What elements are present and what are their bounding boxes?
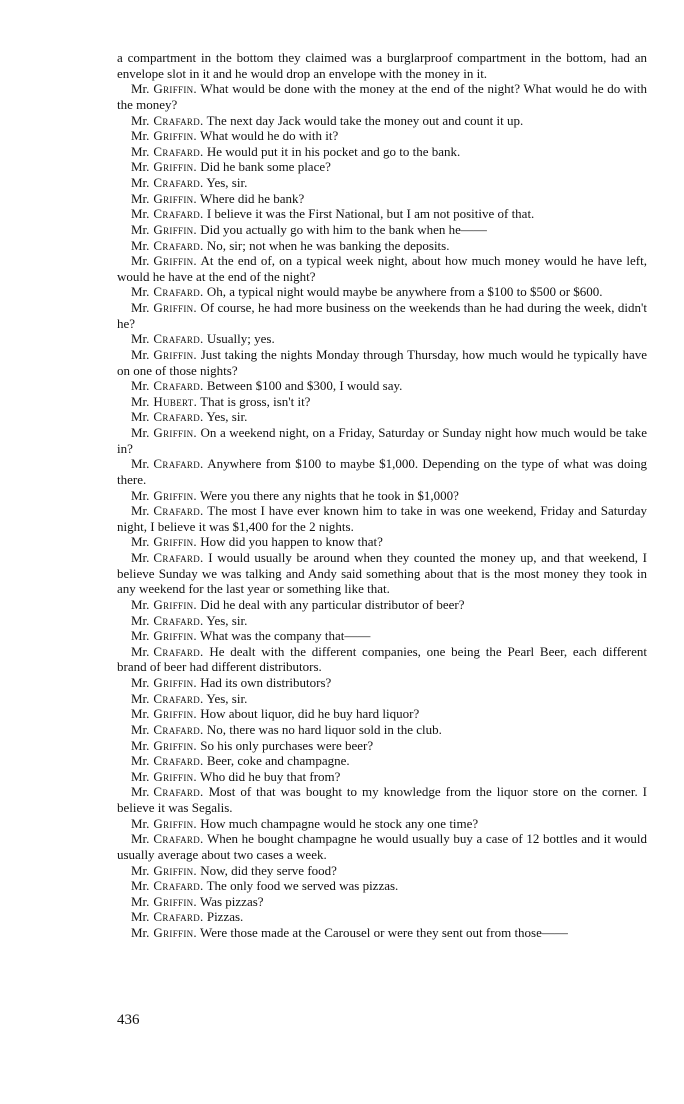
- speaker-title: Mr.: [131, 143, 150, 159]
- testimony-entry: [117, 488, 647, 504]
- testimony-entry: [117, 909, 647, 925]
- speaker-title: Mr.: [131, 831, 150, 847]
- speaker-title: Mr.: [131, 690, 150, 706]
- speaker-name: Crafard.: [153, 456, 204, 472]
- testimony-entry: [117, 831, 647, 862]
- speaker-name: Crafard.: [153, 284, 204, 300]
- speaker-name: Griffin.: [153, 159, 197, 175]
- testimony-entry: [117, 238, 647, 254]
- speaker-name: Griffin.: [153, 737, 197, 753]
- speaker-name: Crafard.: [153, 831, 204, 847]
- speaker-title: Mr.: [131, 893, 150, 909]
- testimony-entry: [117, 394, 647, 410]
- testimony-text: On a weekend night, on a Friday, Saturday or Sunday night how much would be take in?: [117, 425, 648, 456]
- testimony-text: Usually; yes.: [206, 331, 275, 347]
- testimony-text: Beer, coke and champagne.: [206, 753, 350, 769]
- testimony-entry: [117, 425, 647, 456]
- testimony-text: Yes, sir.: [206, 175, 248, 190]
- speaker-title: Mr.: [131, 675, 150, 690]
- testimony-text: The only food we served was pizzas.: [206, 878, 399, 894]
- speaker-title: Mr.: [131, 612, 150, 628]
- speaker-name: Crafard.: [153, 643, 204, 659]
- speaker-name: Crafard.: [153, 237, 204, 253]
- speaker-title: Mr.: [131, 909, 150, 925]
- testimony-text: Who did he buy that from?: [199, 768, 341, 784]
- testimony-entry: [117, 613, 647, 629]
- speaker-title: Mr.: [131, 784, 150, 800]
- speaker-title: Mr.: [131, 331, 150, 347]
- testimony-entry: [117, 113, 647, 129]
- testimony-text: Of course, he had more business on the weekends than he had during the week, didn't he?: [117, 300, 647, 331]
- speaker-title: Mr.: [131, 628, 150, 644]
- testimony-text: Anywhere from $100 to maybe $1,000. Depending on the type of what was doing there.: [117, 456, 647, 487]
- speaker-name: Griffin.: [153, 346, 197, 362]
- speaker-name: Griffin.: [153, 81, 197, 97]
- testimony-entry: [117, 175, 647, 191]
- testimony-entry: [117, 456, 647, 487]
- speaker-name: Crafard.: [153, 331, 204, 347]
- testimony-text: Just taking the nights Monday through Thursday, how much would he typically have on one of those nights?: [117, 346, 647, 378]
- speaker-name: Griffin.: [153, 596, 197, 612]
- testimony-entry: [117, 409, 647, 425]
- speaker-title: Mr.: [131, 815, 150, 831]
- testimony-entry: [117, 347, 647, 378]
- testimony-text: That is gross, isn't it?: [200, 393, 311, 409]
- testimony-entry: [117, 550, 647, 597]
- speaker-title: Mr.: [131, 128, 150, 144]
- testimony-text: He would put it in his pocket and go to the bank.: [206, 143, 461, 159]
- speaker-title: Mr.: [131, 112, 150, 128]
- speaker-name: Crafard.: [153, 721, 204, 737]
- testimony-text: I would usually be around when they counted the money up, and that weekend, I believe Sunday we was talking and Andy said something about that is the most money they took in any weekend for the last year or something like that.: [117, 550, 648, 597]
- testimony-text: Had its own distributors?: [200, 675, 332, 690]
- testimony-text: Did you actually go with him to the bank when he——: [200, 221, 487, 237]
- speaker-title: Mr.: [131, 425, 150, 440]
- opening-paragraph: a compartment in the bottom they claimed was a burglarproof compartment in the bottom, had an envelope slot in it and he would drop an envelope with the money in it.: [117, 50, 647, 81]
- testimony-text: Were those made at the Carousel or were they sent out from those——: [199, 925, 568, 940]
- speaker-name: Griffin.: [153, 628, 197, 644]
- speaker-name: Crafard.: [153, 378, 204, 394]
- speaker-name: Griffin.: [153, 534, 197, 550]
- speaker-title: Mr.: [131, 550, 150, 565]
- testimony-text: Most of that was bought to my knowledge from the liquor store on the corner. I believe it was Segalis.: [117, 784, 648, 815]
- testimony-entry: [117, 331, 647, 347]
- speaker-title: Mr.: [131, 206, 150, 222]
- testimony-entry: [117, 878, 647, 894]
- testimony-text: Now, did they serve food?: [200, 862, 337, 878]
- speaker-title: Mr.: [131, 753, 150, 769]
- speaker-title: Mr.: [131, 409, 150, 425]
- testimony-text: Yes, sir.: [206, 612, 248, 628]
- testimony-entry: [117, 894, 647, 910]
- testimony-text: How much champagne would he stock any one time?: [200, 815, 479, 831]
- speaker-name: Crafard.: [153, 550, 204, 565]
- testimony-text: Yes, sir.: [206, 690, 248, 706]
- testimony-text: What was the company that——: [199, 628, 371, 644]
- testimony-entry: [117, 628, 647, 644]
- speaker-name: Crafard.: [153, 909, 204, 925]
- testimony-entry: [117, 378, 647, 394]
- testimony-text: How did you happen to know that?: [200, 534, 383, 550]
- testimony-text: So his only purchases were beer?: [200, 737, 374, 753]
- speaker-name: Crafard.: [153, 612, 204, 628]
- speaker-name: Griffin.: [153, 128, 197, 144]
- speaker-name: Hubert.: [153, 393, 198, 409]
- speaker-name: Crafard.: [153, 690, 204, 706]
- speaker-name: Crafard.: [153, 175, 204, 190]
- speaker-name: Crafard.: [153, 143, 204, 159]
- speaker-name: Griffin.: [153, 425, 197, 440]
- speaker-title: Mr.: [131, 378, 150, 394]
- testimony-entry: [117, 128, 647, 144]
- transcript-page: [117, 50, 647, 941]
- testimony-entry: [117, 753, 647, 769]
- speaker-title: Mr.: [131, 81, 150, 97]
- testimony-text: At the end of, on a typical week night, about how much money would he have left, would he have at the end of the night?: [117, 253, 647, 284]
- speaker-title: Mr.: [131, 706, 150, 722]
- speaker-title: Mr.: [131, 175, 150, 190]
- speaker-name: Griffin.: [153, 768, 197, 784]
- testimony-text: Were you there any nights that he took in $1,000?: [199, 487, 459, 503]
- testimony-entry: [117, 284, 647, 300]
- speaker-title: Mr.: [131, 190, 150, 206]
- speaker-name: Crafard.: [153, 409, 204, 425]
- testimony-entry: [117, 191, 647, 207]
- testimony-entry: [117, 863, 647, 879]
- testimony-entry: [117, 81, 647, 112]
- speaker-title: Mr.: [131, 237, 150, 253]
- testimony-text: No, sir; not when he was banking the deposits.: [206, 237, 450, 253]
- speaker-title: Mr.: [131, 737, 150, 753]
- testimony-entry: [117, 706, 647, 722]
- speaker-name: Griffin.: [153, 862, 197, 878]
- testimony-entry: [117, 784, 647, 815]
- testimony-entry: [117, 222, 647, 238]
- speaker-name: Griffin.: [153, 253, 197, 269]
- speaker-name: Crafard.: [153, 206, 204, 222]
- testimony-entry: [117, 597, 647, 613]
- speaker-name: Griffin.: [153, 675, 197, 690]
- testimony-entry: [117, 534, 647, 550]
- speaker-name: Griffin.: [153, 893, 197, 909]
- testimony-entry: [117, 738, 647, 754]
- testimony-text: The most I have ever known him to take in was one weekend, Friday and Saturday night, I believe it was $1,400 for the 2 nights.: [117, 503, 648, 534]
- testimony-entry: [117, 925, 647, 941]
- testimony-text: How about liquor, did he buy hard liquor?: [200, 706, 420, 722]
- speaker-name: Griffin.: [153, 925, 197, 940]
- speaker-name: Griffin.: [153, 815, 197, 831]
- speaker-title: Mr.: [131, 159, 150, 175]
- speaker-title: Mr.: [131, 503, 150, 519]
- speaker-title: Mr.: [131, 300, 150, 315]
- testimony-entry: [117, 769, 647, 785]
- testimony-entry: [117, 503, 647, 534]
- testimony-text: Oh, a typical night would maybe be anywhere from a $100 to $500 or $600.: [206, 284, 603, 300]
- speaker-name: Griffin.: [153, 487, 197, 503]
- testimony-entry: [117, 300, 647, 331]
- testimony-text: No, there was no hard liquor sold in the club.: [206, 721, 442, 737]
- testimony-text: Pizzas.: [206, 909, 244, 925]
- speaker-title: Mr.: [131, 346, 150, 362]
- speaker-title: Mr.: [131, 878, 150, 894]
- testimony-entry: [117, 675, 647, 691]
- testimony-entry: [117, 691, 647, 707]
- testimony-entry: [117, 644, 647, 675]
- speaker-title: Mr.: [131, 456, 150, 472]
- testimony-entries: [117, 81, 647, 940]
- speaker-title: Mr.: [131, 221, 150, 237]
- speaker-name: Griffin.: [153, 221, 197, 237]
- speaker-title: Mr.: [131, 487, 150, 503]
- speaker-title: Mr.: [131, 925, 150, 940]
- testimony-text: When he bought champagne he would usually buy a case of 12 bottles and it would usually average about two cases a week.: [117, 831, 647, 862]
- testimony-text: Where did he bank?: [199, 190, 305, 206]
- testimony-entry: [117, 159, 647, 175]
- testimony-text: He dealt with the different companies, one being the Pearl Beer, each different brand of beer had different distributors.: [117, 643, 648, 675]
- page-number: 436: [117, 1012, 140, 1028]
- testimony-text: What would he do with it?: [199, 128, 339, 144]
- speaker-title: Mr.: [131, 643, 150, 659]
- testimony-text: Yes, sir.: [206, 409, 248, 425]
- testimony-text: Was pizzas?: [199, 893, 264, 909]
- testimony-entry: [117, 253, 647, 284]
- speaker-title: Mr.: [131, 393, 150, 409]
- testimony-text: The next day Jack would take the money out and count it up.: [206, 112, 524, 128]
- speaker-name: Crafard.: [153, 878, 204, 894]
- speaker-name: Crafard.: [153, 753, 204, 769]
- speaker-title: Mr.: [131, 253, 150, 269]
- testimony-entry: [117, 206, 647, 222]
- speaker-name: Crafard.: [153, 784, 204, 800]
- speaker-title: Mr.: [131, 284, 150, 300]
- speaker-title: Mr.: [131, 768, 150, 784]
- testimony-entry: [117, 722, 647, 738]
- speaker-title: Mr.: [131, 862, 150, 878]
- testimony-text: What would be done with the money at the end of the night? What would he do with the money?: [117, 81, 648, 112]
- speaker-title: Mr.: [131, 534, 150, 550]
- speaker-name: Griffin.: [153, 190, 197, 206]
- speaker-name: Crafard.: [153, 112, 204, 128]
- testimony-entry: [117, 144, 647, 160]
- speaker-name: Crafard.: [153, 503, 204, 519]
- testimony-text: Did he deal with any particular distributor of beer?: [200, 596, 465, 612]
- speaker-title: Mr.: [131, 721, 150, 737]
- testimony-text: I believe it was the First National, but I am not positive of that.: [206, 206, 535, 222]
- testimony-text: Did he bank some place?: [200, 159, 331, 175]
- testimony-entry: [117, 816, 647, 832]
- speaker-title: Mr.: [131, 596, 150, 612]
- speaker-name: Griffin.: [153, 706, 197, 722]
- speaker-name: Griffin.: [153, 300, 197, 315]
- testimony-text: Between $100 and $300, I would say.: [206, 378, 403, 394]
